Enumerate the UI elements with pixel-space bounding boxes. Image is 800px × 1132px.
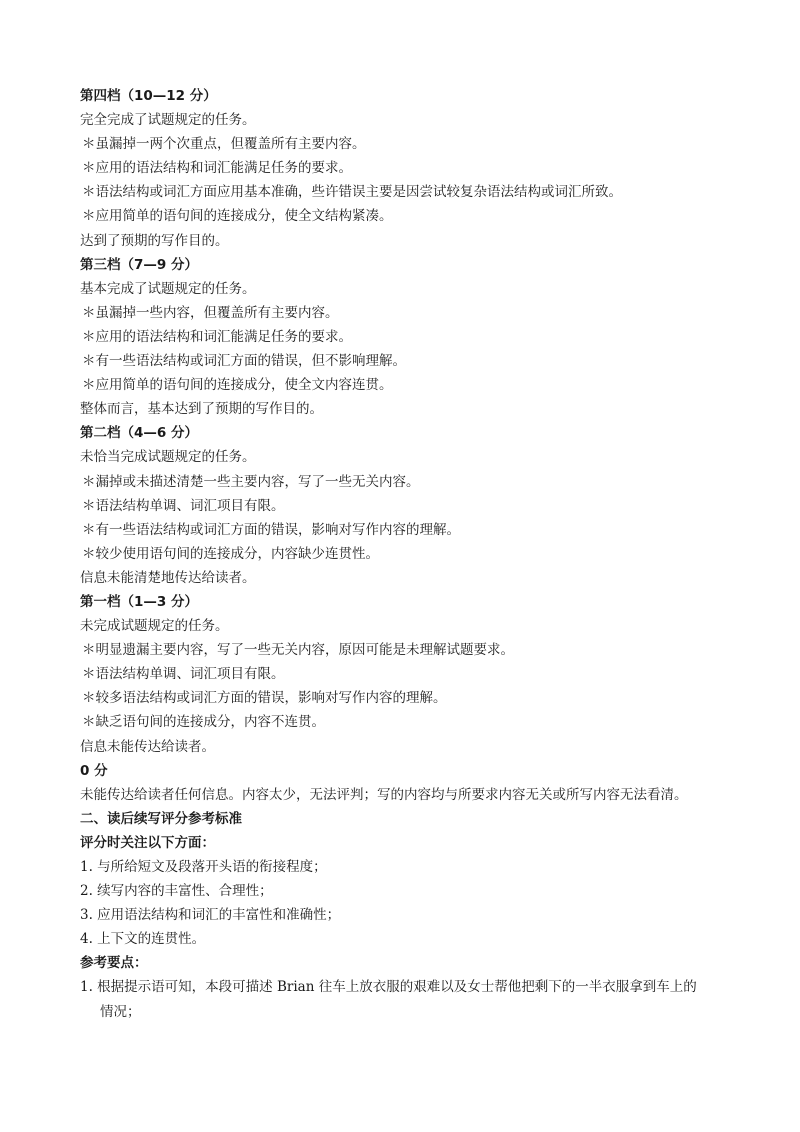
level3-title: 第三档（7—9 分） <box>80 256 198 273</box>
level3-bullet: ＊有一些语法结构或词汇方面的错误，但不影响理解。 <box>82 353 406 370</box>
level1-bullet: ＊语法结构单调、词汇项目有限。 <box>82 666 285 683</box>
level1-summary: 未完成试题规定的任务。 <box>80 618 229 635</box>
level2-summary: 未恰当完成试题规定的任务。 <box>80 449 256 466</box>
level3-summary: 基本完成了试题规定的任务。 <box>80 280 256 297</box>
level4-bullet: ＊虽漏掉一两个次重点，但覆盖所有主要内容。 <box>82 136 366 153</box>
level1-bullet: ＊较多语法结构或词汇方面的错误，影响对写作内容的理解。 <box>82 690 447 707</box>
level4-bullet: ＊语法结构或词汇方面应用基本准确，些许错误主要是因尝试较复杂语法结构或词汇所致。 <box>82 184 622 201</box>
focus-item: 4. 上下文的连贯性。 <box>80 931 206 948</box>
focus-title: 评分时关注以下方面： <box>80 834 215 851</box>
level3-bullet: ＊虽漏掉一些内容，但覆盖所有主要内容。 <box>82 304 339 321</box>
level3-bullet: ＊应用的语法结构和词汇能满足任务的要求。 <box>82 328 352 345</box>
level2-bullet: ＊有一些语法结构或词汇方面的错误，影响对写作内容的理解。 <box>82 521 460 538</box>
level0-title: 0 分 <box>80 762 108 779</box>
level1-conclusion: 信息未能传达给读者。 <box>80 738 215 755</box>
point1-line2: 情况； <box>100 1003 141 1020</box>
level4-summary: 完全完成了试题规定的任务。 <box>80 112 256 129</box>
level1-title: 第一档（1—3 分） <box>80 593 198 610</box>
level2-conclusion: 信息未能清楚地传达给读者。 <box>80 569 256 586</box>
level0-text: 未能传达给读者任何信息。内容太少，无法评判；写的内容均与所要求内容无关或所写内容无法看清。 <box>80 786 688 803</box>
level4-conclusion: 达到了预期的写作目的。 <box>80 232 229 249</box>
level2-title: 第二档（4—6 分） <box>80 425 198 442</box>
level2-bullet: ＊语法结构单调、词汇项目有限。 <box>82 497 285 514</box>
level2-bullet: ＊较少使用语句间的连接成分，内容缺少连贯性。 <box>82 545 379 562</box>
point1-line1: 1. 根据提示语可知，本段可描述 Brian 往车上放衣服的艰难以及女士帮他把剩下的一半衣服拿到车上的 <box>80 979 697 996</box>
section2-title: 二、读后续写评分参考标准 <box>80 810 242 827</box>
level4-bullet: ＊应用简单的语句间的连接成分，使全文结构紧凑。 <box>82 208 393 225</box>
level3-conclusion: 整体而言，基本达到了预期的写作目的。 <box>80 401 323 418</box>
level3-bullet: ＊应用简单的语句间的连接成分，使全文内容连贯。 <box>82 377 393 394</box>
level1-bullet: ＊缺乏语句间的连接成分，内容不连贯。 <box>82 714 325 731</box>
level4-bullet: ＊应用的语法结构和词汇能满足任务的要求。 <box>82 160 352 177</box>
level4-title: 第四档（10—12 分） <box>80 88 217 104</box>
focus-item: 2. 续写内容的丰富性、合理性； <box>80 883 273 900</box>
focus-item: 3. 应用语法结构和词汇的丰富性和准确性； <box>80 907 341 924</box>
document-page <box>80 84 740 1024</box>
level1-bullet: ＊明显遗漏主要内容，写了一些无关内容，原因可能是未理解试题要求。 <box>82 642 514 659</box>
points-title: 参考要点： <box>80 955 148 972</box>
focus-item: 1. 与所给短文及段落开头语的衔接程度； <box>80 859 327 875</box>
level2-bullet: ＊漏掉或未描述清楚一些主要内容，写了一些无关内容。 <box>82 473 420 490</box>
